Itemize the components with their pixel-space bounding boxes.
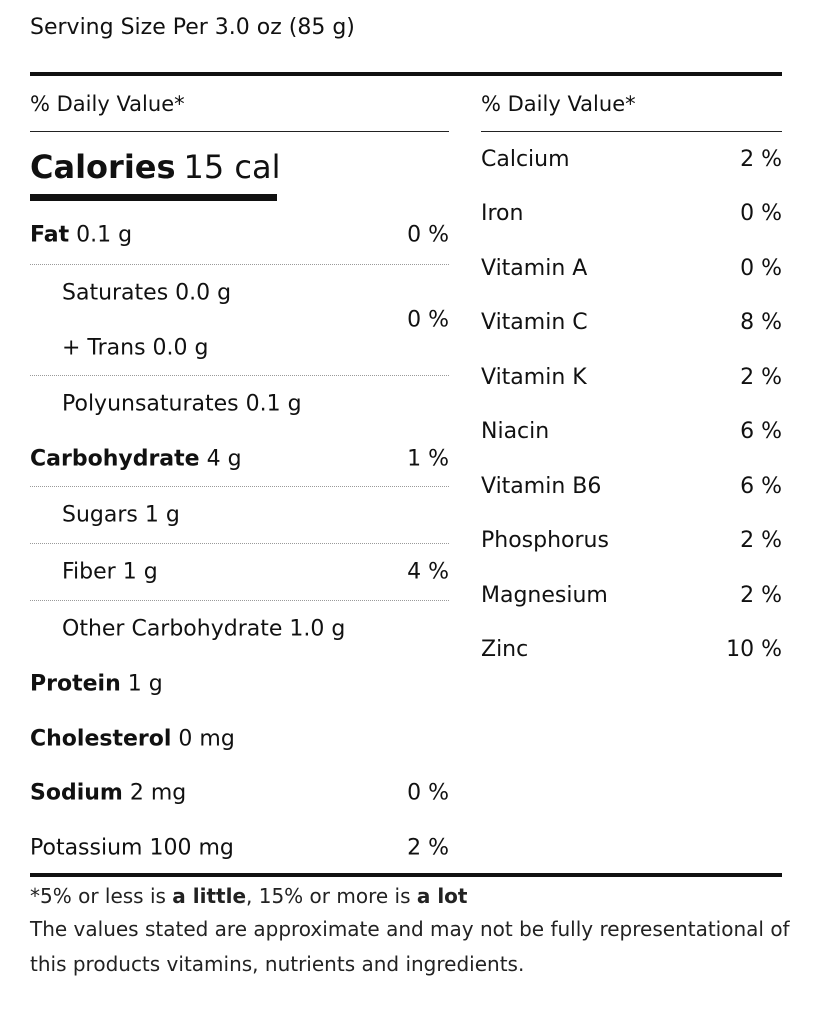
carbohydrate-amount: 4 g: [206, 446, 242, 472]
vitamin-name: Vitamin B6: [481, 473, 602, 499]
vitamin-pct: 2 %: [740, 528, 782, 554]
vitamin-pct: 2 %: [740, 582, 782, 608]
vitamin-name: Calcium: [481, 146, 570, 172]
vitamin-name: Iron: [481, 201, 524, 227]
daily-value-header: % Daily Value*: [30, 76, 449, 132]
vitamin-row-niacin: [481, 405, 782, 460]
vitamin-name: Niacin: [481, 419, 550, 445]
vitamin-name: Magnesium: [481, 582, 608, 608]
nutrient-row-sodium: [30, 766, 449, 820]
nutrient-row-polyunsaturates: [30, 376, 449, 432]
calories-section: [30, 132, 449, 206]
protein-amount: 1 g: [127, 671, 163, 697]
vitamin-row-vitamin-k: [481, 350, 782, 405]
nutrient-row-fat: [30, 206, 449, 265]
vitamin-pct: 6 %: [740, 419, 782, 445]
calories-underline: [30, 194, 277, 201]
vitamin-name: Vitamin A: [481, 255, 588, 281]
nutrient-row-carbohydrate: [30, 432, 449, 487]
vitamin-row-zinc: [481, 623, 782, 678]
sodium-amount: 2 mg: [129, 780, 187, 806]
fiber-label: Fiber 1 g: [62, 559, 158, 585]
vitamins-right-column: [481, 76, 782, 677]
carbohydrate-pct: 1 %: [407, 446, 449, 472]
protein-label: Protein: [30, 671, 121, 697]
vitamin-pct: 0 %: [740, 201, 782, 227]
vitamin-row-iron: [481, 187, 782, 242]
vitamin-row-vitamin-b6: [481, 459, 782, 514]
fat-amount: 0.1 g: [76, 222, 133, 248]
vitamin-pct: 2 %: [740, 146, 782, 172]
other-carbohydrate-label: Other Carbohydrate 1.0 g: [62, 616, 346, 642]
vitamin-name: Vitamin C: [481, 310, 588, 336]
footnote-a-lot: a lot: [416, 884, 468, 908]
saturates-label: Saturates 0.0 g: [62, 280, 232, 306]
polyunsaturates-label: Polyunsaturates 0.1 g: [62, 391, 302, 417]
serving-size: Serving Size Per 3.0 oz (85 g): [30, 15, 355, 40]
fiber-pct: 4 %: [407, 559, 449, 585]
potassium-pct: 2 %: [407, 835, 449, 860]
vitamin-pct: 0 %: [740, 255, 782, 281]
carbohydrate-label: Carbohydrate: [30, 446, 200, 472]
vitamins-daily-value-header: % Daily Value*: [481, 76, 782, 132]
saturates-trans-pct: 0 %: [407, 307, 449, 333]
saturates-trans-group: [30, 265, 449, 376]
nutrient-row-potassium: [30, 820, 449, 875]
cholesterol-amount: 0 mg: [178, 726, 235, 751]
nutrient-row-cholesterol: [30, 711, 449, 766]
trans-label: + Trans 0.0 g: [62, 335, 209, 361]
sodium-pct: 0 %: [407, 780, 449, 806]
vitamin-row-vitamin-c: [481, 296, 782, 351]
calories-line: [30, 148, 281, 186]
vitamin-pct: 6 %: [740, 473, 782, 499]
footnote-disclaimer: The values stated are approximate and may not be fully representational of this products vitamins, nutrients and ingredients.: [30, 917, 790, 976]
nutrient-row-protein: [30, 657, 449, 711]
vitamin-name: Vitamin K: [481, 364, 587, 390]
nutrient-row-saturates: [30, 265, 449, 321]
nutrient-row-sugars: [30, 487, 449, 544]
vitamin-name: Phosphorus: [481, 528, 609, 554]
calories-label: Calories: [30, 148, 176, 186]
vitamin-name: Zinc: [481, 637, 529, 663]
vitamin-row-calcium: [481, 132, 782, 187]
nutrient-row-other-carbohydrate: [30, 601, 449, 657]
nutrition-left-column: [30, 76, 449, 875]
footnote: [30, 880, 790, 982]
nutrient-row-trans: [30, 321, 449, 375]
footnote-daily-value-note: *5% or less is a little, 15% or more is a lot: [30, 884, 468, 908]
vitamin-pct: 2 %: [740, 364, 782, 390]
potassium-label: Potassium 100 mg: [30, 835, 234, 860]
fat-label: Fat: [30, 222, 70, 248]
cholesterol-label: Cholesterol: [30, 726, 172, 751]
nutrient-row-fiber: [30, 544, 449, 601]
bottom-divider: [30, 873, 782, 877]
calories-value: 15 cal: [183, 148, 281, 186]
vitamin-row-vitamin-a: [481, 241, 782, 296]
footnote-a-little: a little: [172, 884, 247, 908]
fat-pct: 0 %: [407, 222, 449, 248]
vitamin-row-phosphorus: [481, 514, 782, 569]
vitamin-pct: 10 %: [726, 637, 782, 663]
sugars-label: Sugars 1 g: [62, 502, 180, 528]
vitamin-pct: 8 %: [740, 310, 782, 336]
vitamin-row-magnesium: [481, 568, 782, 623]
sodium-label: Sodium: [30, 780, 123, 806]
